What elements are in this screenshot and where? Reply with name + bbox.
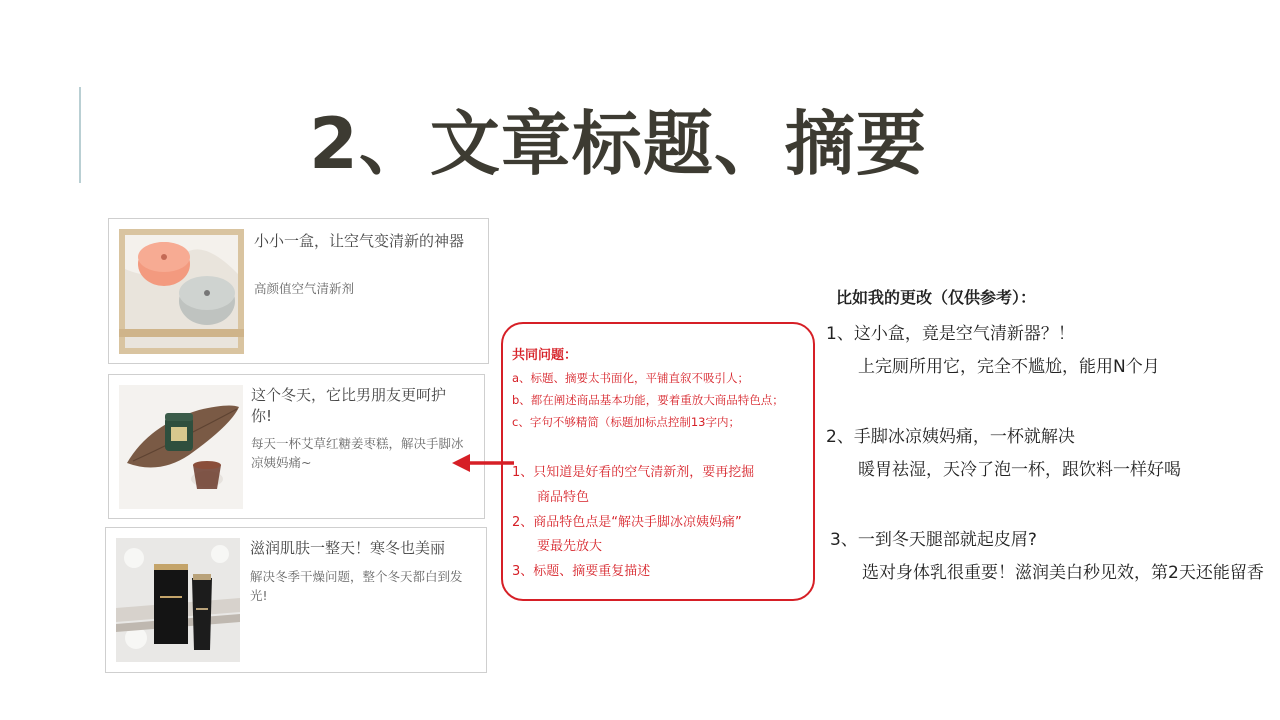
- card-summary: 高颜值空气清新剂: [254, 281, 355, 296]
- problem-item: 3、标题、摘要重复描述: [512, 564, 651, 579]
- common-problems-box: [501, 322, 815, 601]
- revision-title: 2、手脚冰凉姨妈痛，一杯就解决: [826, 427, 1075, 447]
- product-photo: [119, 385, 243, 509]
- revision-title: 1、这小盒，竟是空气清新器？！: [826, 324, 1075, 344]
- problem-line: c、字句不够精简（标题加标点控制13字内；: [512, 415, 740, 429]
- article-card[interactable]: [108, 374, 485, 519]
- article-card[interactable]: [105, 527, 487, 673]
- card-summary: 解决冬季干燥问题，整个冬天都白到发光!: [250, 569, 463, 603]
- problem-item: 1、只知道是好看的空气清新剂，要再挖掘: [512, 465, 755, 480]
- problem-line: b、都在阐述商品基本功能，要着重放大商品特色点；: [512, 393, 784, 407]
- revision-summary: 上完厕所用它，完全不尴尬，能用N个月: [858, 357, 1160, 377]
- revision-heading: 比如我的更改（仅供参考）：: [836, 288, 1037, 307]
- revision-summary: 暖胃祛湿，天冷了泡一杯，跟饮料一样好喝: [858, 460, 1181, 480]
- product-photo: [119, 229, 244, 354]
- card-summary: 每天一杯艾草红糖姜枣糕，解决手脚冰凉姨妈痛~: [251, 436, 464, 470]
- card-headline: 小小一盒，让空气变清新的神器: [254, 232, 465, 250]
- revision-summary: 选对身体乳很重要！滋润美白秒见效，第2天还能留香: [862, 563, 1264, 583]
- problem-item: 商品特色: [537, 490, 590, 505]
- card-headline: 滋润肌肤一整天！寒冬也美丽: [250, 539, 446, 557]
- problem-line: a、标题、摘要太书面化，平铺直叙不吸引人；: [512, 371, 750, 385]
- slide-title: 2、文章标题、摘要: [309, 103, 927, 185]
- card-headline: 这个冬天，它比男朋友更呵护你!: [251, 386, 447, 425]
- article-card[interactable]: [108, 218, 489, 364]
- product-photo: [116, 538, 240, 662]
- revision-title: 3、一到冬天腿部就起皮屑?: [830, 530, 1037, 550]
- problems-title: 共同问题：: [512, 348, 578, 363]
- problem-item: 2、商品特色点是“解决手脚冰凉姨妈痛”: [512, 515, 742, 530]
- problem-item: 要最先放大: [537, 539, 603, 554]
